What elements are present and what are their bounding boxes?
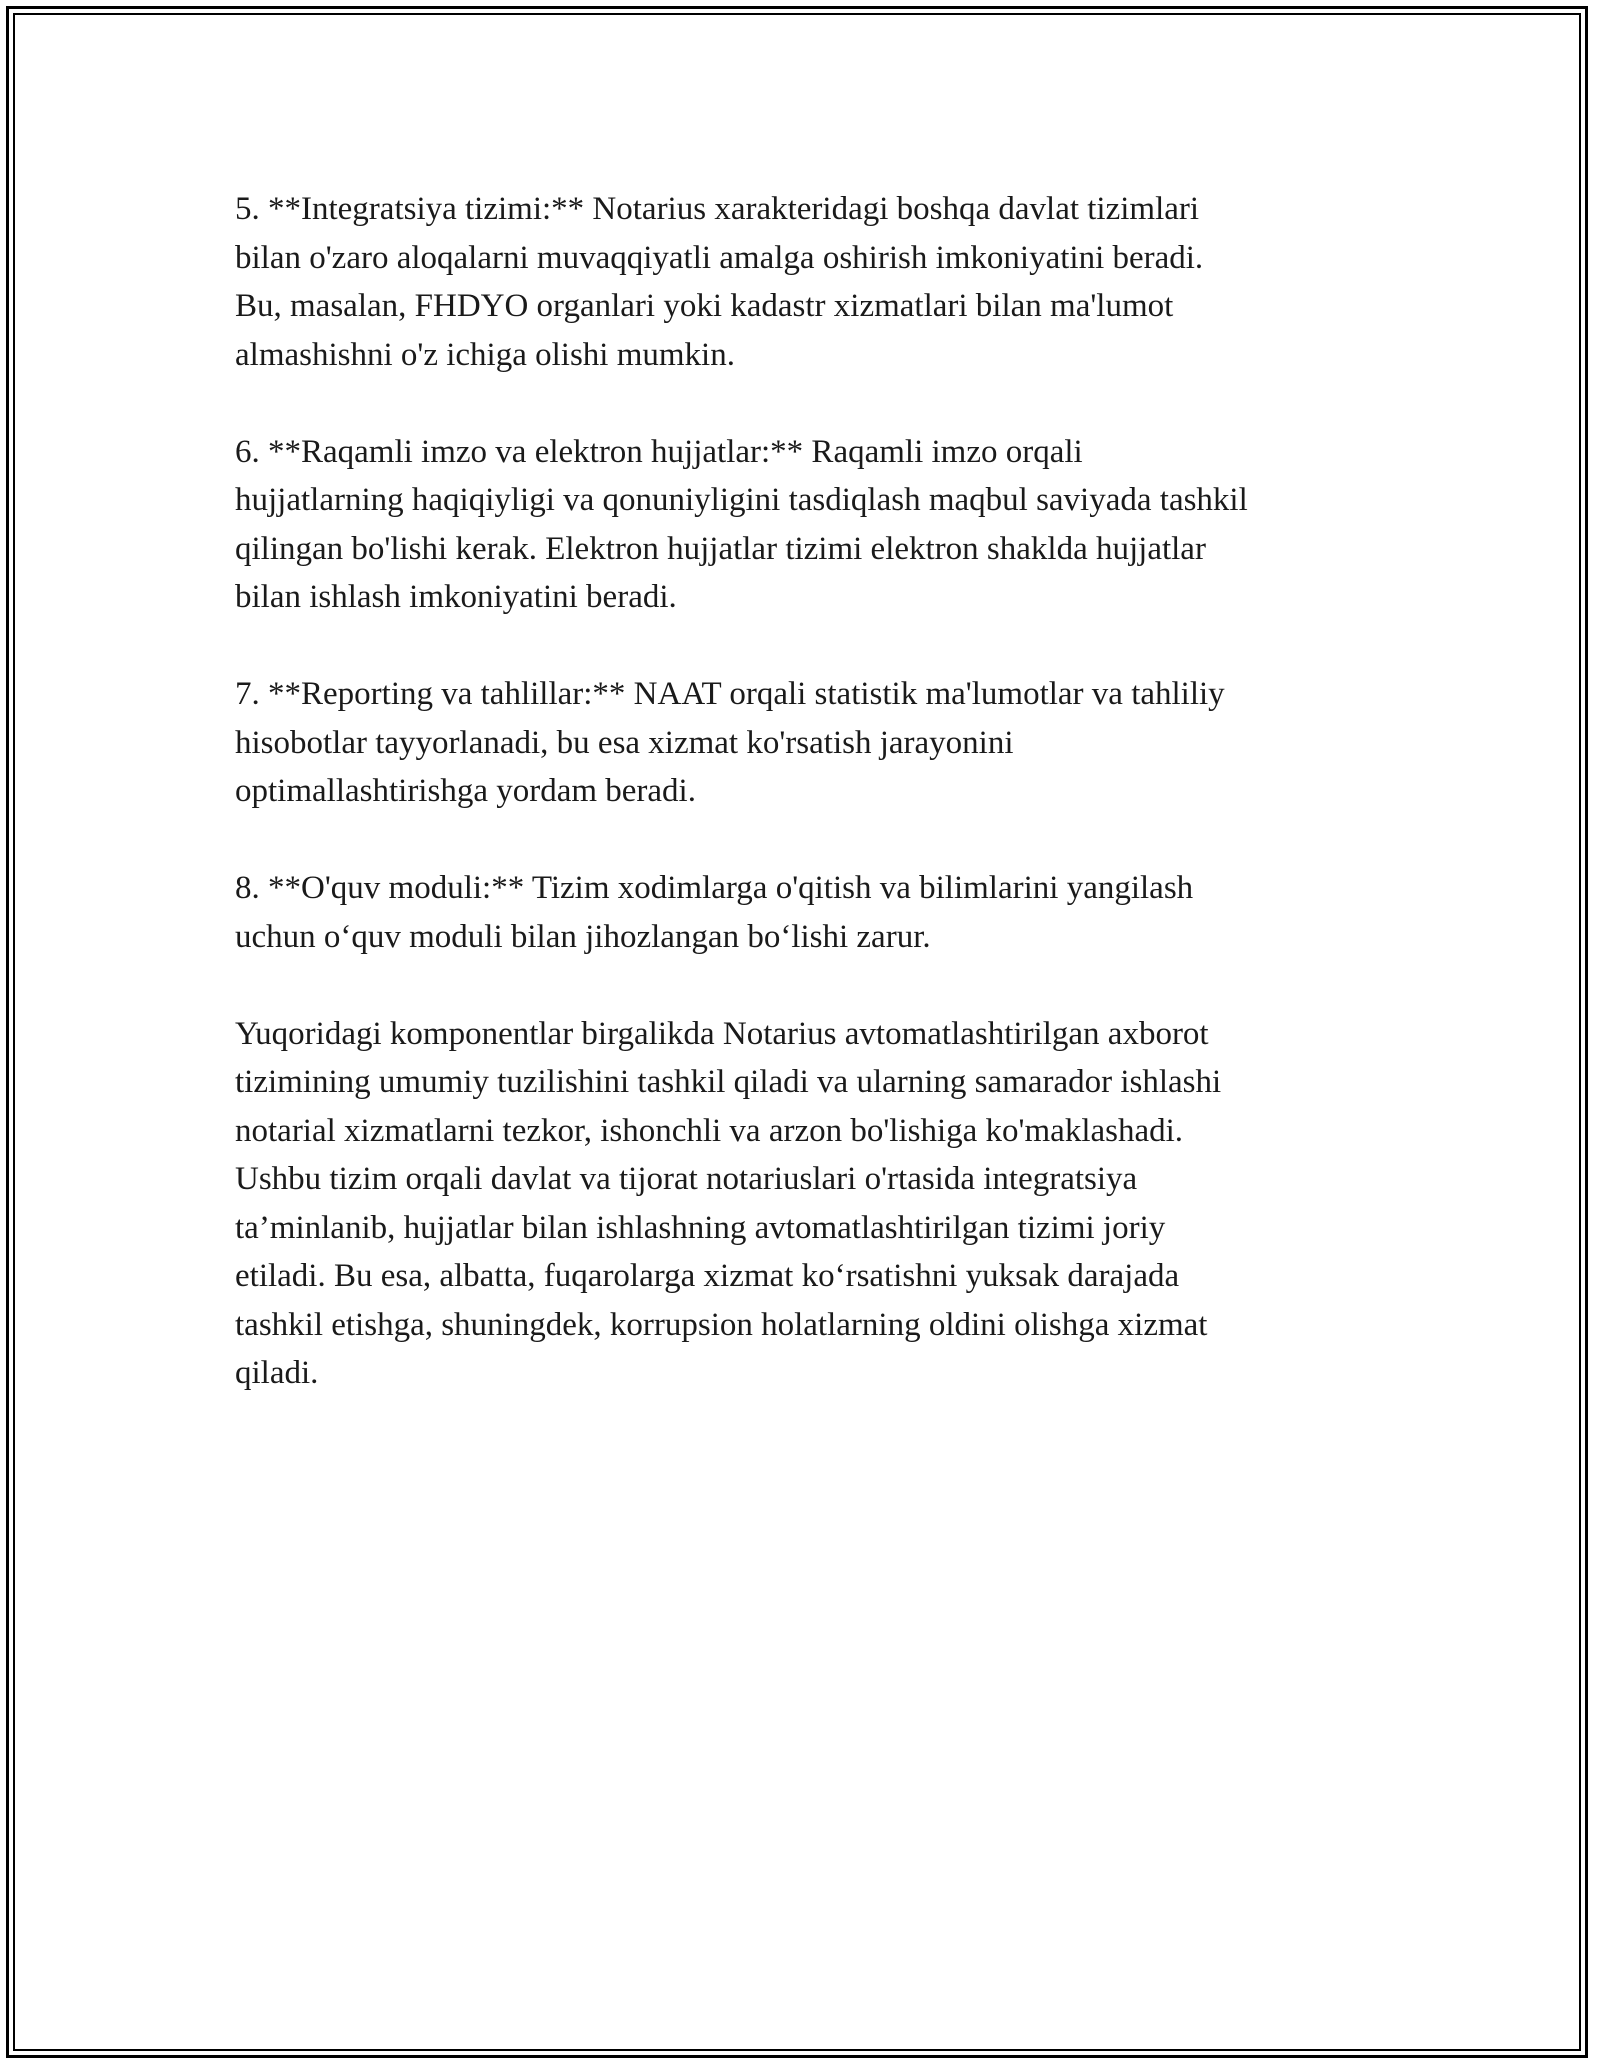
paragraph-integratsiya-tizimi: 5. **Integratsiya tizimi:** Notarius xarakteridagi boshqa davlat tizimlari bilan o'zaro aloqalarni muvaqqiyatli amalga oshirish imkoniyatini beradi. Bu, masalan, FHDYO organlari yoki kadastr xizmatlari bilan ma'lumot almashishni o'z ichiga olishi mumkin. [235, 191, 1204, 373]
document-body [235, 185, 1395, 1398]
paragraph-oquv-moduli: 8. **O'quv moduli:** Tizim xodimlarga o'qitish va bilimlarini yangilash uchun o‘quv moduli bilan jihozlangan bo‘lishi zarur. [235, 870, 1194, 955]
paragraph-conclusion: Yuqoridagi komponentlar birgalikda Notarius avtomatlashtirilgan axborot tizimining umumiy tuzilishini tashkil qiladi va ularning samarador ishlashi notarial xizmatlarni tezkor, ishonchli va arzon bo'lishiga ko'maklashadi. Ushbu tizim orqali davlat va tijorat notariuslari o'rtasida integratsiya ta’minlanib, hujjatlar bilan ishlashning avtomatlashtirilgan tizimi joriy etiladi. Bu esa, albatta, fuqarolarga xizmat ko‘rsatishni yuksak darajada tashkil etishga, shuningdek, korrupsion holatlarning oldini olishga xizmat qiladi. [235, 1015, 1222, 1391]
paragraph-raqamli-imzo: 6. **Raqamli imzo va elektron hujjatlar:** Raqamli imzo orqali hujjatlarning haqiqiyligi va qonuniyligini tasdiqlash maqbul saviyada tashkil qilingan bo'lishi kerak. Elektron hujjatlar tizimi elektron shaklda hujjatlar bilan ishlash imkoniyatini beradi. [235, 433, 1248, 615]
paragraph-reporting-tahlillar: 7. **Reporting va tahlillar:** NAAT orqali statistik ma'lumotlar va tahliliy hisobotlar tayyorlanadi, bu esa xizmat ko'rsatish jarayonini optimallashtirishga yordam beradi. [235, 676, 1225, 809]
